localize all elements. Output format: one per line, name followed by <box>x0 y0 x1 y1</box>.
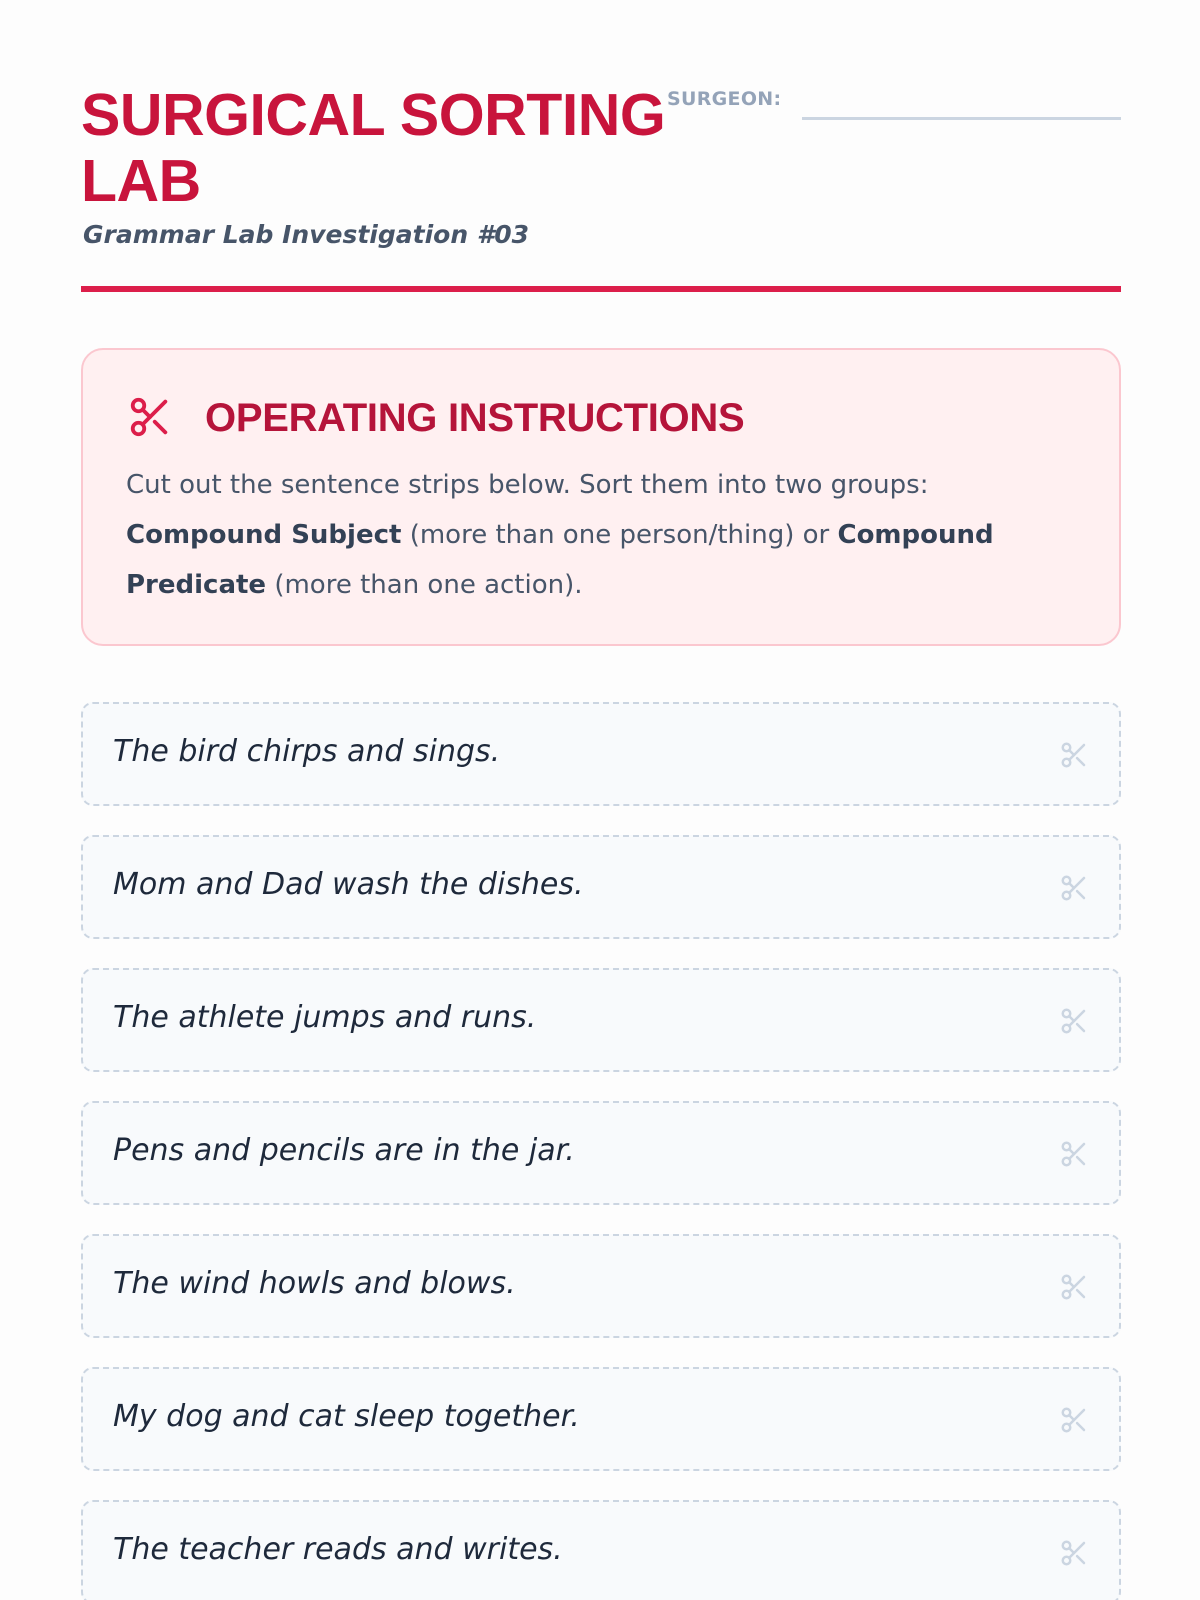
sentence-text: The athlete jumps and runs. <box>113 1000 537 1035</box>
page-title: SURGICAL SORTING LAB <box>81 82 666 214</box>
scissors-icon <box>1059 1272 1089 1302</box>
sentence-strip[interactable] <box>81 702 1121 806</box>
scissors-icon <box>1059 873 1089 903</box>
surgeon-name-line[interactable] <box>802 117 1121 120</box>
term-compound-subject: Compound Subject <box>126 520 402 550</box>
instructions-intro: Cut out the sentence strips below. Sort them into two groups: <box>126 470 929 500</box>
scissors-icon <box>1059 1006 1089 1036</box>
sentence-strip[interactable] <box>81 1500 1121 1600</box>
scissors-icon <box>1059 740 1089 770</box>
page-subtitle: Grammar Lab Investigation #03 <box>83 220 530 249</box>
sentence-strip[interactable] <box>81 1367 1121 1471</box>
instructions-text <box>126 460 1066 610</box>
sentence-strip[interactable] <box>81 968 1121 1072</box>
surgeon-label: SURGEON: <box>667 88 782 110</box>
sentence-text: The bird chirps and sings. <box>113 734 501 769</box>
sentence-text: Pens and pencils are in the jar. <box>113 1133 575 1168</box>
scissors-icon <box>1059 1538 1089 1568</box>
scissors-icon <box>127 394 173 440</box>
subject-description: (more than one person/thing) or <box>401 520 838 550</box>
predicate-description: (more than one action). <box>266 570 583 600</box>
scissors-icon <box>1059 1405 1089 1435</box>
worksheet-header <box>81 80 1121 292</box>
instructions-panel <box>81 348 1121 646</box>
sentence-strip[interactable] <box>81 1101 1121 1205</box>
scissors-icon <box>1059 1139 1089 1169</box>
sentence-strip[interactable] <box>81 835 1121 939</box>
worksheet-page <box>81 0 1121 1600</box>
sentence-text: My dog and cat sleep together. <box>113 1399 580 1434</box>
term-compound-predicate: Compound Predicate <box>126 520 994 600</box>
sentence-text: Mom and Dad wash the dishes. <box>113 867 584 902</box>
sentence-text: The wind howls and blows. <box>113 1266 516 1301</box>
sentence-text: The teacher reads and writes. <box>113 1532 563 1567</box>
instructions-heading: OPERATING INSTRUCTIONS <box>205 396 745 440</box>
sentence-strip[interactable] <box>81 1234 1121 1338</box>
sentence-strips <box>81 702 1121 1600</box>
